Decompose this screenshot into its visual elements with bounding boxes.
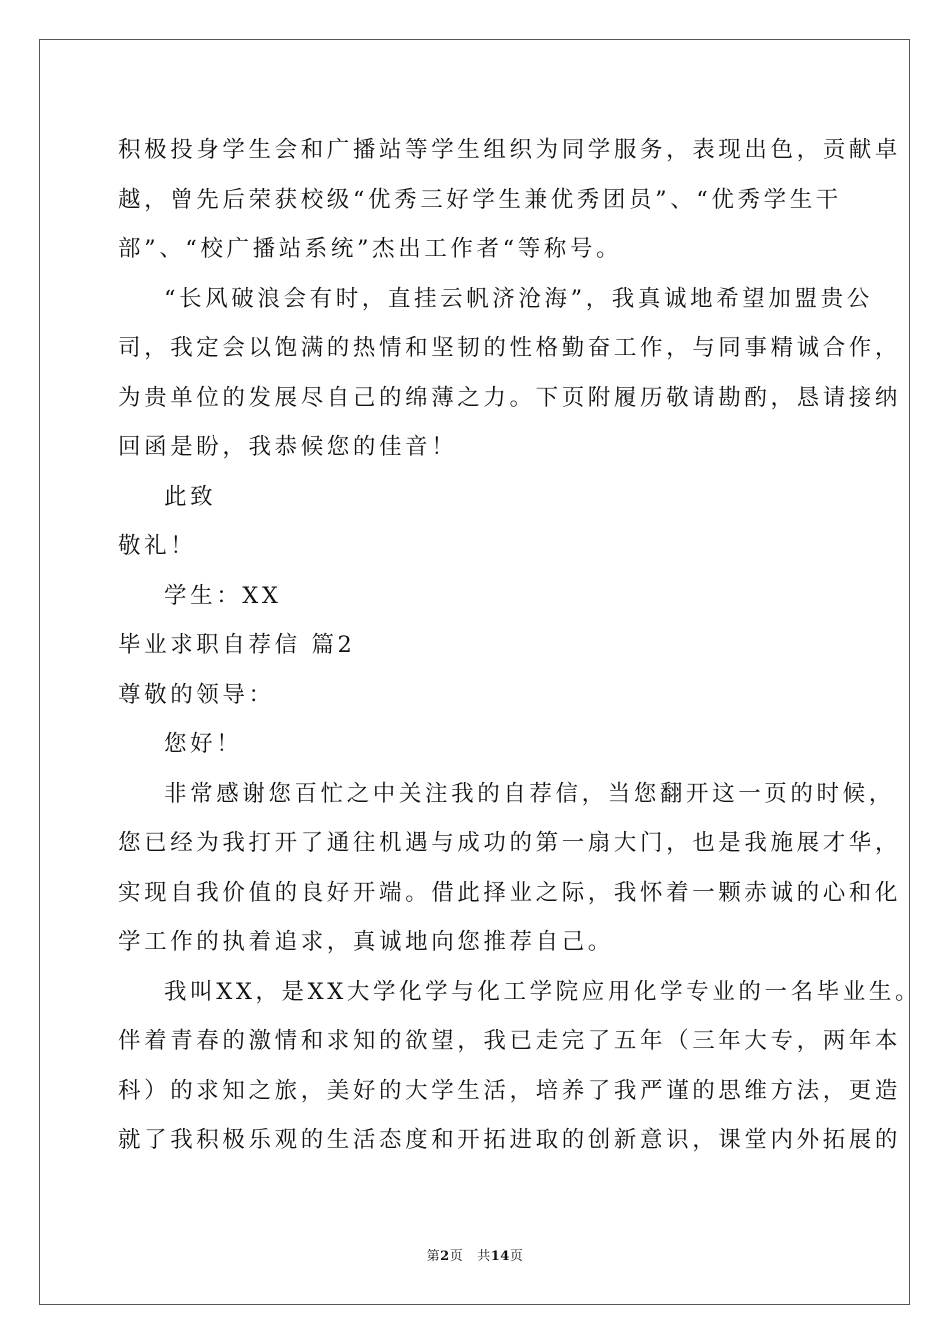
total-suffix: 页 — [509, 1249, 524, 1264]
text-line: 积极投身学生会和广播站等学生组织为同学服务，表现出色，贡献卓 — [118, 137, 902, 163]
text-line: 就了我积极乐观的生活态度和开拓进取的创新意识，课堂内外拓展的 — [118, 1127, 902, 1153]
text-line: 我叫XX，是XX大学化学与化工学院应用化学专业的一名毕业生。 — [164, 978, 922, 1005]
page-footer — [0, 1245, 950, 1264]
text-line: 部”、“校广播站系统”杰出工作者“等称号。 — [118, 236, 623, 262]
closing-phrase: 此致 — [164, 483, 217, 510]
text-line: 实现自我价值的良好开端。借此择业之际，我怀着一颗赤诚的心和化 — [118, 879, 902, 906]
greeting-line: 尊敬的领导： — [118, 681, 275, 708]
page-number: 2 — [440, 1249, 450, 1264]
greeting-hello: 您好！ — [164, 731, 243, 757]
text-line: 越，曾先后荣获校级“优秀三好学生兼优秀团员”、“优秀学生干 — [118, 186, 842, 213]
text-line: 伴着青春的激情和求知的欲望，我已走完了五年（三年大专，两年本 — [118, 1028, 902, 1054]
text-line: “长风破浪会有时，直挂云帆济沧海”，我真诚地希望加盟贵公 — [164, 285, 873, 312]
total-pages: 14 — [490, 1249, 510, 1264]
document-body — [118, 126, 922, 1166]
signature-line: 学生：XX — [164, 582, 282, 609]
total-prefix: 共 — [477, 1249, 491, 1264]
text-line: 学工作的执着追求，真诚地向您推荐自己。 — [118, 929, 614, 955]
text-line: 您已经为我打开了通往机遇与成功的第一扇大门，也是我施展才华， — [118, 830, 902, 856]
page-prefix: 第 — [426, 1249, 441, 1264]
text-line: 科）的求知之旅，美好的大学生活，培养了我严谨的思维方法，更造 — [118, 1077, 902, 1104]
salutation-close: 敬礼！ — [118, 533, 197, 559]
text-line: 回函是盼，我恭候您的佳音！ — [118, 434, 458, 460]
text-line: 非常感谢您百忙之中关注我的自荐信，当您翻开这一页的时候， — [164, 780, 895, 807]
text-line: 为贵单位的发展尽自己的绵薄之力。下页附履历敬请勘酌，恳请接纳 — [118, 384, 902, 411]
section-heading: 毕业求职自荐信 篇2 — [118, 632, 356, 658]
page-suffix: 页 — [449, 1249, 464, 1264]
text-line: 司，我定会以饱满的热情和坚韧的性格勤奋工作，与同事精诚合作， — [118, 335, 902, 361]
